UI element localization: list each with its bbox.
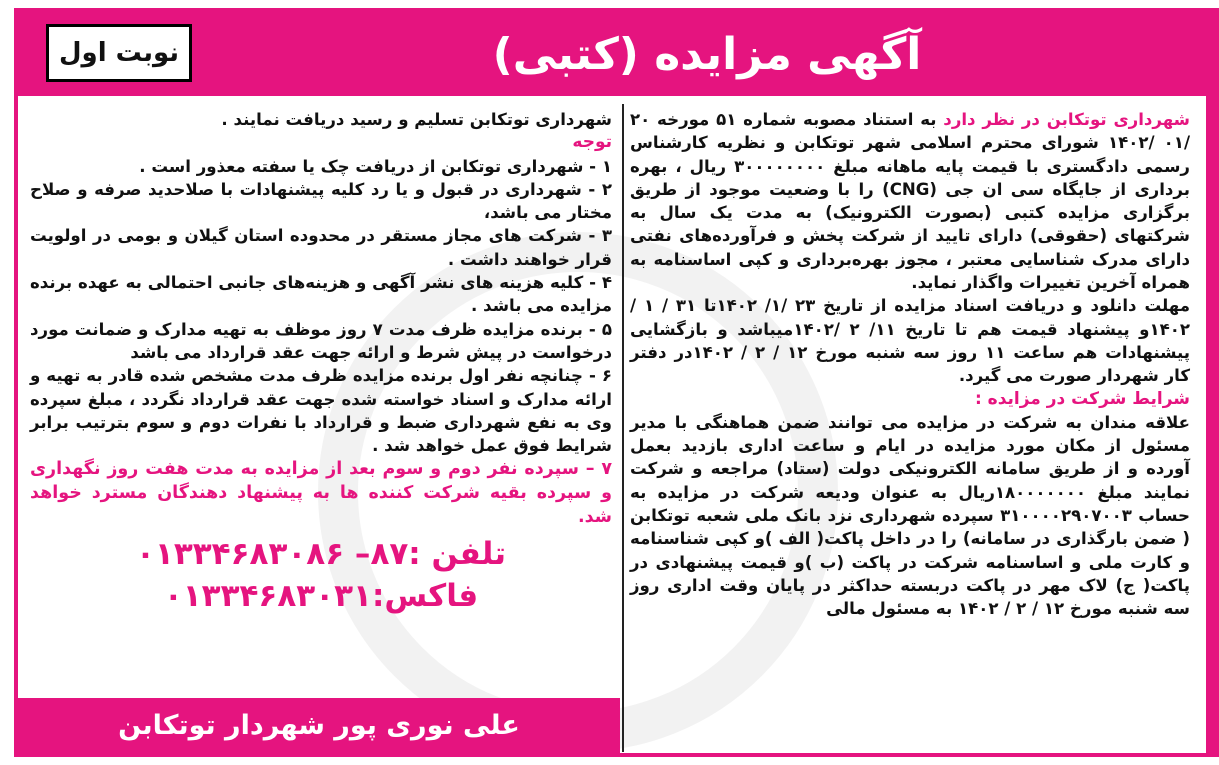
phone-number: تلفن :۸۷– ۰۱۳۳۴۶۸۳۰۸۶ [136,536,506,573]
conditions-heading: شرایط شرکت در مزایده : [974,388,1190,409]
conditions-paragraph: علاقه مندان به شرکت در مزایده می توانند ضمن هماهنگی با مدیر مسئول از مکان مورد مزایده در ایام و ساعت اداری بازدید بعمل آورده و از طریق سامانه الکترونیکی دولت (ستاد) مراجعه و شرکت نمایند مبلغ ۱۸۰۰۰۰۰۰۰ریال به عنوان ودیعه شرکت در مزایده به حساب ۳۱۰۰۰۰۲۹۰۷۰۰۳ سپرده شهرداری نزد بانک ملی شعبه توتکابن ( ضمن بارگذاری در سامانه) را در داخل پاکت( الف )و کپی شناسنامه و کارت ملی و اساسنامه شرکت در پاکت (ب )و قیمت پیشنهادی در پاکت( ج) لاک مهر در پاکت دربسته حداکثر در پایان وقت اداری روز سه شنبه مورخ ۱۲ / ۲ / ۱۴۰۲ به مسئول مالی [630,412,1191,619]
signature-bar: علی نوری پور شهردار توتکابن [18,698,620,753]
note-heading: توجه [572,132,612,153]
note-item: ۶ - چنانچه نفر اول برنده مزایده ظرف مدت مشخص شده قادر به تهیه و ارائه مدارک و اسناد خواسته شده جهت عقد قرارداد نگردد ، مبلغ سپرده وی به نفع شهرداری ضبط و قرارداد با نفرات دوم و سوم بترتیب برابر شرایط فوق عمل خواهد شد . [30,366,612,456]
intro-highlight: شهرداری توتکابن در نظر دارد [943,110,1191,129]
intro-paragraph [630,108,1190,294]
header-banner [18,12,1206,96]
notice-title: آگهی مزایده (کتبی) [492,28,922,80]
deadline-paragraph: مهلت دانلود و دریافت اسناد مزایده از تاریخ ۲۳ /۱/ ۱۴۰۲تا ۳۱ / ۱ / ۱۴۰۲و پیشنهاد قیمت هم تا تاریخ ۱۱/ ۲ /۱۴۰۲میباشد و بازگشایی پیشنهادات هم ساعت ۱۱ روز سه شنبه مورخ ۱۲ / ۲ / ۱۴۰۲در دفتر کار شهردار صورت می گیرد. [630,296,1191,386]
left-column [30,108,612,617]
edition-badge: نوبت اول [46,24,192,82]
edge-strip [1210,8,1219,757]
fax-number: فاکس:۰۱۳۳۴۶۸۳۰۳۱ [163,578,479,615]
note-item: ۱ - شهرداری توتکابن از دریافت چک یا سفته معذور است . [139,156,612,176]
note-item-7: ۷ – سپرده نفر دوم و سوم بعد از مزایده به مدت هفت روز نگهداری و سپرده بقیه شرکت کننده ها به پیشنهاد دهندگان مسترد خواهد شد. [30,459,612,528]
note-item: ۵ - برنده مزایده ظرف مدت ۷ روز موظف به تهیه مدارک و ضمانت مورد درخواست در پیش شرط و ارائه جهت عقد قرارداد می باشد [30,319,613,362]
intro-text: به استناد مصوبه شماره ۵۱ مورخه ۲۰ /۰۱ /۱۴۰۲ شورای محترم اسلامی شهر توتکابن و نظریه کارشناس رسمی دادگستری با قیمت پایه ماهانه مبلغ ۳۰۰۰۰۰۰۰۰ ریال ، بهره برداری از جایگاه سی ان جی (CNG) را با وضعیت موجود از طریق برگزاری مزایده کتبی (بصورت الکترونیک) به مدت یک سال به شرکتهای (حقوقی) دارای تایید از شرکت پخش و فرآورده‌های نفتی دارای مدرک شناسایی معتبر ، مجوز بهره‌برداری و کپی اساسنامه به همراه آخرین تغییرات واگذار نماید. [630,110,1190,293]
note-item: ۴ - کلیه هزینه های نشر آگهی و هزینه‌های جانبی احتمالی به عهده برنده مزایده می باشد . [30,273,612,316]
notice-frame [14,8,1210,757]
note-item: ۲ - شهرداری در قبول و یا رد کلیه پیشنهادات با صلاحدید صرفه و صلاح مختار می باشد، [30,179,612,223]
continuation-text: شهرداری توتکابن تسلیم و رسید دریافت نمایند . [221,110,612,129]
note-item: ۳ - شرکت های مجاز مستقر در محدوده استان گیلان و بومی در اولویت قرار خواهند داشت . [30,226,612,269]
column-divider [622,104,624,752]
right-column [630,108,1190,621]
